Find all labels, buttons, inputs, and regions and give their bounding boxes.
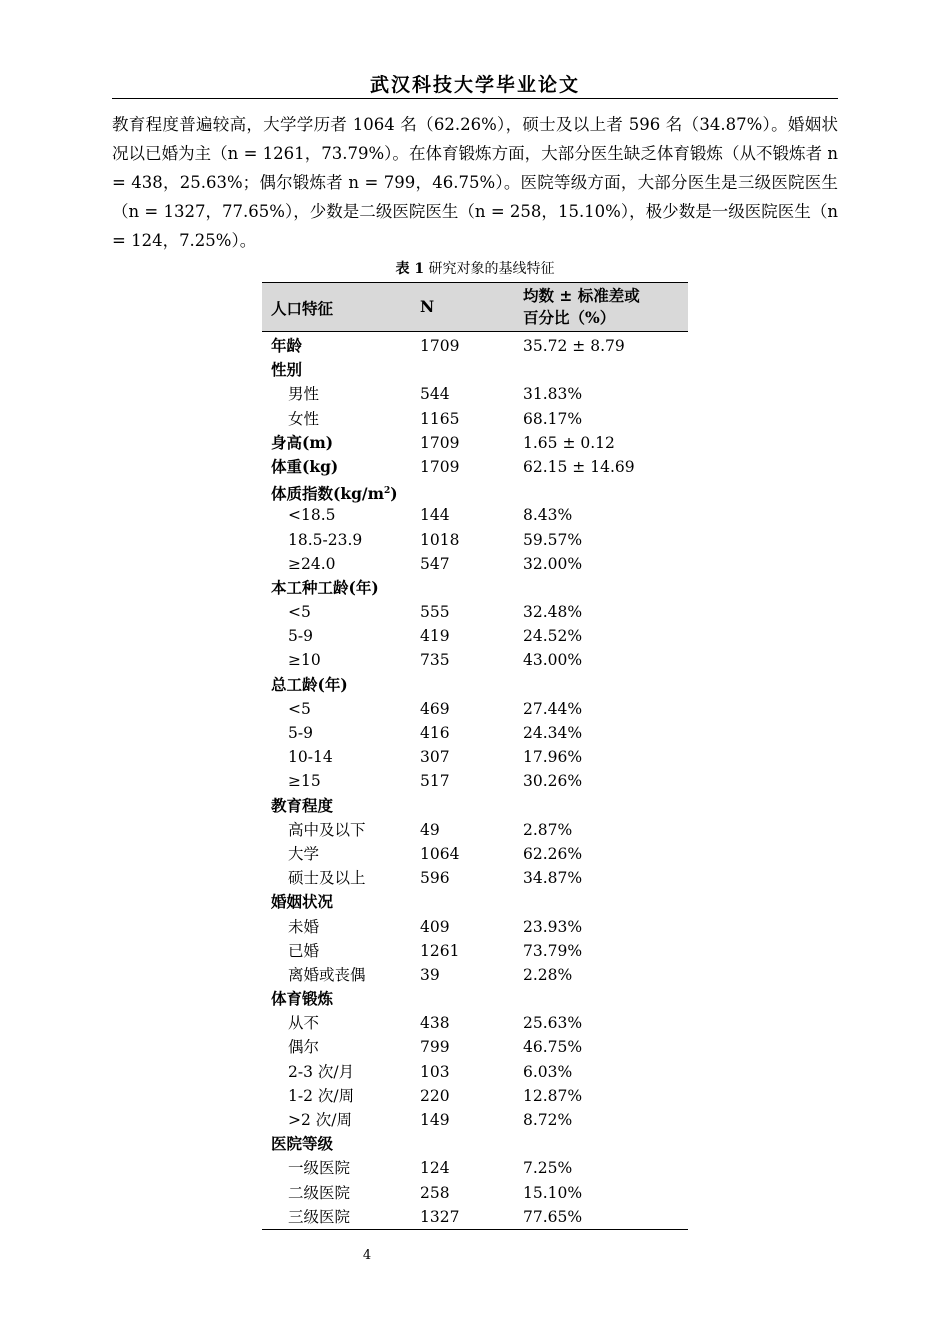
table-caption-label: 表 1 [395, 261, 425, 277]
cell-label [288, 1156, 350, 1180]
cell-value: 23.93% [523, 917, 583, 936]
cell-n: 1709 [420, 457, 460, 476]
cell-label-text: 婚姻状况 [271, 892, 334, 912]
page-number: 4 [362, 1248, 372, 1263]
cell-n: 39 [420, 965, 440, 984]
table-row [262, 382, 688, 406]
cell-value: 73.79% [523, 941, 583, 960]
cell-label [288, 528, 362, 552]
cell-n: 469 [420, 699, 450, 718]
table-row [262, 963, 688, 987]
cell-label-text: 5-9 [288, 627, 313, 646]
cell-label-text: <5 [288, 603, 311, 622]
cell-label-text: <5 [288, 699, 311, 718]
cell-label [288, 648, 321, 672]
cell-label [288, 1084, 354, 1108]
table-row [262, 1205, 688, 1229]
cell-n: 438 [420, 1014, 450, 1033]
cell-label-text: 2-3 次/月 [288, 1062, 355, 1081]
table-row [262, 915, 688, 939]
cell-label [288, 407, 319, 431]
table-row [262, 1156, 688, 1180]
cell-value: 43.00% [523, 651, 583, 670]
cell-n: 144 [420, 506, 450, 525]
cell-label [271, 987, 333, 1011]
table-row [262, 842, 688, 866]
cell-value: 32.48% [523, 603, 583, 622]
cell-n: 1261 [420, 941, 460, 960]
table-row [262, 1035, 688, 1059]
cell-value: 17.96% [523, 748, 583, 767]
cell-value: 35.72 ± 8.79 [523, 337, 625, 355]
cell-label [288, 866, 366, 890]
cell-value: 68.17% [523, 409, 583, 428]
table-category-row [262, 673, 688, 697]
cell-label-text: 三级医院 [288, 1207, 351, 1226]
cell-n: 149 [420, 1111, 450, 1129]
cell-label [288, 1011, 319, 1035]
table-row [262, 745, 688, 769]
cell-label-text: 男性 [288, 385, 320, 404]
body-paragraph: 教育程度普遍较高，大学学历者 1064 名（62.26%），硕士及以上者 596 名（34.87%）。婚姻状况以已婚为主（n = 1261，73.79%）。在体育锻炼方面，大部分医生缺乏体育锻炼（从不锻炼者 n = 438，25.63%；偶尔锻炼者 n = 799，46.75%）。医院等级方面，大部分医生是三级医院医生（n = 1327，77.65%），少数是二级医院医生（n = 258，15.10%），极少数是一级医院医生（n = 124，7.25%）。 [112, 115, 838, 250]
cell-label-text: 教育程度 [271, 795, 334, 815]
cell-label-suffix: ) [390, 484, 398, 504]
cell-label-text: 二级医院 [288, 1183, 351, 1202]
cell-label-text: >2 次/周 [288, 1111, 352, 1129]
cell-value: 24.52% [523, 627, 583, 646]
cell-n: 547 [420, 554, 450, 573]
cell-n: 517 [420, 772, 450, 791]
cell-n: 416 [420, 724, 450, 742]
cell-label-text: 高中及以下 [288, 820, 366, 839]
cell-label [288, 697, 311, 721]
table-body [262, 332, 688, 1230]
cell-value: 34.87% [523, 869, 583, 888]
cell-n: 596 [420, 869, 450, 888]
table-row [262, 818, 688, 842]
table-category-row [262, 455, 688, 479]
table-category-row [262, 334, 688, 358]
cell-n: 799 [420, 1038, 450, 1057]
cell-label-text: 硕士及以上 [288, 869, 366, 888]
cell-label-text: 18.5-23.9 [288, 530, 363, 549]
table-row [262, 721, 688, 745]
cell-n: 544 [420, 385, 450, 404]
cell-n: 555 [420, 603, 450, 622]
cell-label [288, 818, 366, 842]
cell-label [288, 624, 313, 648]
header-value-line1: 均数 ± 标准差或 [523, 286, 640, 305]
table-row [262, 552, 688, 576]
table-caption [262, 258, 688, 278]
cell-value: 8.43% [523, 506, 573, 525]
cell-n: 307 [420, 748, 450, 767]
cell-value: 46.75% [523, 1038, 583, 1057]
table-header-row [262, 282, 688, 332]
table-caption-text: 研究对象的基线特征 [428, 261, 555, 277]
table-category-row [262, 890, 688, 914]
cell-label [288, 382, 319, 406]
cell-n: 1327 [420, 1207, 460, 1226]
table-row [262, 648, 688, 672]
cell-value: 6.03% [523, 1062, 573, 1081]
cell-n: 220 [420, 1086, 450, 1105]
cell-n: 1709 [420, 433, 460, 452]
cell-label [271, 673, 348, 697]
cell-label-text: 性别 [271, 360, 303, 380]
cell-label-text: 1-2 次/周 [288, 1086, 355, 1105]
header-n: N [420, 297, 435, 316]
table-row [262, 503, 688, 527]
baseline-table [262, 282, 688, 1230]
cell-label [288, 600, 311, 624]
header-value-line2: 百分比（%） [523, 308, 616, 327]
table-row [262, 1060, 688, 1084]
cell-n: 409 [420, 917, 450, 936]
cell-value: 30.26% [523, 772, 583, 791]
cell-label [288, 939, 319, 963]
table-row [262, 1108, 688, 1132]
cell-value: 12.87% [523, 1086, 583, 1105]
table-row [262, 1011, 688, 1035]
table-category-row [262, 358, 688, 382]
cell-label-text: 已婚 [288, 941, 320, 960]
cell-label [271, 431, 333, 455]
cell-label [271, 576, 379, 600]
cell-n: 1018 [420, 530, 460, 549]
header-value [523, 285, 640, 329]
cell-label-text: ≥15 [288, 772, 321, 791]
cell-label [271, 890, 333, 914]
cell-label [288, 745, 333, 769]
cell-value: 1.65 ± 0.12 [523, 433, 615, 452]
cell-n: 735 [420, 651, 450, 670]
cell-value: 32.00% [523, 554, 583, 573]
cell-value: 59.57% [523, 530, 583, 549]
cell-value: 2.87% [523, 820, 573, 839]
table-row [262, 1181, 688, 1205]
cell-label [271, 479, 398, 506]
cell-value: 24.34% [523, 724, 583, 742]
table-row [262, 769, 688, 793]
cell-label-text: ≥10 [288, 651, 321, 670]
cell-value: 62.26% [523, 844, 583, 863]
cell-label [288, 842, 319, 866]
table-category-row [262, 431, 688, 455]
cell-value: 77.65% [523, 1207, 583, 1226]
cell-label-superscript: 2 [383, 486, 391, 497]
cell-label-text: 体质指数(kg/m [271, 484, 384, 504]
cell-label-text: 医院等级 [271, 1134, 334, 1154]
cell-label-text: 大学 [288, 844, 320, 863]
cell-label [288, 1035, 319, 1059]
table-category-row [262, 576, 688, 600]
table-row [262, 866, 688, 890]
cell-n: 1165 [420, 409, 460, 428]
cell-label [271, 1132, 333, 1156]
table-row [262, 407, 688, 431]
cell-n: 103 [420, 1062, 450, 1081]
cell-n: 124 [420, 1159, 450, 1178]
cell-label-text: 10-14 [288, 748, 333, 767]
running-header-title: 武汉科技大学毕业论文 [369, 74, 580, 96]
cell-value: 62.15 ± 14.69 [523, 457, 635, 476]
cell-label [288, 1108, 352, 1132]
cell-label-text: 5-9 [288, 724, 313, 742]
cell-value: 8.72% [523, 1111, 573, 1129]
cell-label-text: 身高(m) [271, 432, 334, 452]
cell-label [288, 1181, 350, 1205]
cell-label [288, 1205, 350, 1229]
cell-n: 1064 [420, 844, 460, 863]
table-row [262, 600, 688, 624]
table-row [262, 1084, 688, 1108]
cell-value: 25.63% [523, 1014, 583, 1033]
cell-label-text: 体重(kg) [271, 456, 339, 476]
cell-value: 2.28% [523, 965, 573, 984]
table-row [262, 939, 688, 963]
cell-value: 27.44% [523, 699, 583, 718]
cell-label [288, 503, 336, 527]
table-row [262, 624, 688, 648]
cell-label [271, 455, 338, 479]
table-category-row [262, 987, 688, 1011]
cell-label-text: 本工种工龄(年) [271, 577, 379, 597]
table-category-row [262, 1132, 688, 1156]
cell-label [288, 769, 321, 793]
cell-label [271, 794, 333, 818]
cell-label-text: 偶尔 [288, 1038, 320, 1057]
header-demographic: 人口特征 [271, 299, 334, 318]
cell-label [288, 915, 319, 939]
cell-n: 258 [420, 1183, 450, 1202]
cell-label-text: 体育锻炼 [271, 989, 334, 1009]
cell-label-text: 年龄 [271, 336, 303, 355]
cell-label-text: 总工龄(年) [271, 674, 348, 694]
table-row [262, 528, 688, 552]
cell-value: 31.83% [523, 385, 583, 404]
cell-value: 15.10% [523, 1183, 583, 1202]
table-category-row [262, 479, 688, 503]
cell-label-text: 女性 [288, 409, 320, 428]
cell-n: 49 [420, 820, 440, 839]
table-row [262, 697, 688, 721]
cell-label [271, 358, 302, 382]
cell-label [288, 1060, 354, 1084]
cell-label-text: ≥24.0 [288, 554, 336, 573]
cell-label [288, 721, 313, 745]
cell-label-text: <18.5 [288, 506, 336, 525]
cell-label [288, 552, 336, 576]
cell-label [271, 334, 302, 358]
cell-label-text: 离婚或丧偶 [288, 965, 366, 984]
cell-label-text: 从不 [288, 1014, 320, 1033]
cell-label [288, 963, 366, 987]
header-rule [112, 98, 838, 99]
cell-label-text: 一级医院 [288, 1159, 351, 1178]
cell-value: 7.25% [523, 1159, 573, 1178]
cell-n: 419 [420, 627, 450, 646]
table-category-row [262, 794, 688, 818]
cell-label-text: 未婚 [288, 917, 320, 936]
cell-n: 1709 [420, 337, 460, 355]
